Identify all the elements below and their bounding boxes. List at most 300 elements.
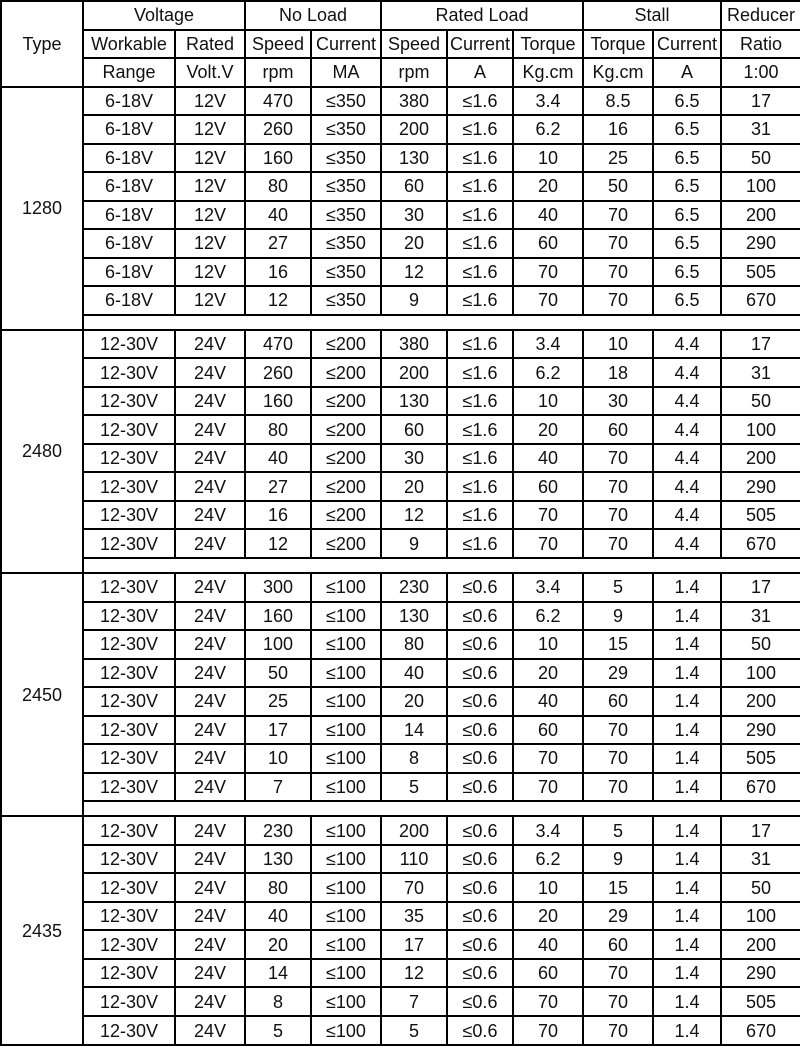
table-cell: 12 (381, 501, 447, 530)
table-cell: ≤1.6 (447, 286, 513, 315)
table-cell: 200 (721, 687, 800, 716)
table-cell: 31 (721, 115, 800, 144)
table-cell: 4.4 (653, 529, 721, 558)
table-cell: 50 (721, 387, 800, 416)
table-row (1, 602, 800, 631)
unit-header: Volt.V (175, 58, 245, 87)
table-cell: 24V (175, 959, 245, 988)
no-load-group-header: No Load (245, 1, 381, 30)
column-header: Speed (245, 30, 311, 59)
table-cell: 100 (721, 659, 800, 688)
table-cell: 12-30V (83, 959, 175, 988)
table-cell: 70 (513, 501, 583, 530)
table-cell: 24V (175, 444, 245, 473)
table-cell: 5 (583, 573, 653, 602)
table-cell: ≤1.6 (447, 358, 513, 387)
table-row (1, 816, 800, 845)
table-cell: ≤0.6 (447, 630, 513, 659)
table-cell: ≤100 (311, 987, 381, 1016)
table-cell: 30 (381, 201, 447, 230)
table-cell: 24V (175, 816, 245, 845)
table-cell: 24V (175, 602, 245, 631)
table-cell: 24V (175, 330, 245, 359)
table-cell: 6-18V (83, 258, 175, 287)
table-cell: ≤1.6 (447, 258, 513, 287)
table-cell: ≤100 (311, 930, 381, 959)
table-cell: 12V (175, 201, 245, 230)
table-cell: 6.5 (653, 115, 721, 144)
table-row (1, 229, 800, 258)
table-cell: 20 (513, 659, 583, 688)
table-cell: 1.4 (653, 687, 721, 716)
table-cell: 60 (513, 716, 583, 745)
table-cell: 70 (513, 286, 583, 315)
table-cell: 24V (175, 415, 245, 444)
table-cell: 100 (245, 630, 311, 659)
table-cell: 6-18V (83, 286, 175, 315)
table-cell: 12-30V (83, 573, 175, 602)
table-cell: 70 (583, 529, 653, 558)
table-cell: 70 (583, 258, 653, 287)
table-header (1, 1, 800, 87)
voltage-group-header: Voltage (83, 1, 245, 30)
table-cell: 12-30V (83, 472, 175, 501)
table-cell: 6-18V (83, 229, 175, 258)
table-cell: 12V (175, 115, 245, 144)
table-cell: ≤1.6 (447, 472, 513, 501)
table-cell: 60 (583, 930, 653, 959)
column-header: Rated (175, 30, 245, 59)
column-header: Workable (83, 30, 175, 59)
table-cell: 60 (513, 472, 583, 501)
table-row (1, 358, 800, 387)
table-cell: 3.4 (513, 816, 583, 845)
table-cell: 40 (513, 687, 583, 716)
table-cell: 24V (175, 930, 245, 959)
table-cell: ≤200 (311, 472, 381, 501)
table-cell: 12-30V (83, 630, 175, 659)
table-cell: 6.2 (513, 602, 583, 631)
table-cell: 18 (583, 358, 653, 387)
table-cell: 60 (513, 229, 583, 258)
table-cell: 20 (245, 930, 311, 959)
table-cell: 80 (245, 415, 311, 444)
table-row (1, 987, 800, 1016)
type-header: Type (1, 1, 83, 87)
table-cell: 6-18V (83, 144, 175, 173)
table-cell: 70 (513, 773, 583, 802)
table-cell: 8.5 (583, 87, 653, 116)
table-cell: 12-30V (83, 902, 175, 931)
table-cell: 70 (381, 873, 447, 902)
table-cell: 24V (175, 573, 245, 602)
table-cell: ≤0.6 (447, 773, 513, 802)
table-cell: 9 (381, 286, 447, 315)
table-cell: 24V (175, 773, 245, 802)
table-cell: 470 (245, 330, 311, 359)
table-cell: 300 (245, 573, 311, 602)
table-cell: 50 (721, 630, 800, 659)
table-cell: 230 (381, 573, 447, 602)
table-cell: 40 (513, 930, 583, 959)
table-row (1, 172, 800, 201)
table-cell: 1.4 (653, 902, 721, 931)
table-cell: 12V (175, 286, 245, 315)
table-row (1, 387, 800, 416)
table-cell: 12V (175, 172, 245, 201)
table-cell: 12 (381, 959, 447, 988)
table-cell: 6.5 (653, 201, 721, 230)
table-cell: 25 (245, 687, 311, 716)
column-header: Speed (381, 30, 447, 59)
unit-header: rpm (245, 58, 311, 87)
type-cell: 1280 (1, 87, 83, 330)
table-cell: 16 (245, 501, 311, 530)
table-row (1, 415, 800, 444)
table-cell: 670 (721, 773, 800, 802)
separator-cell (83, 315, 800, 330)
table-cell: 1.4 (653, 930, 721, 959)
table-cell: 70 (583, 1016, 653, 1045)
table-cell: 4.4 (653, 415, 721, 444)
table-cell: 12-30V (83, 816, 175, 845)
column-header: Torque (583, 30, 653, 59)
table-cell: 6.5 (653, 286, 721, 315)
table-cell: 12-30V (83, 602, 175, 631)
separator-cell (83, 558, 800, 573)
table-cell: 24V (175, 630, 245, 659)
table-cell: 70 (513, 258, 583, 287)
table-cell: ≤100 (311, 602, 381, 631)
table-cell: 12-30V (83, 529, 175, 558)
table-cell: 130 (381, 387, 447, 416)
table-cell: 6.5 (653, 144, 721, 173)
table-cell: 670 (721, 1016, 800, 1045)
table-cell: 70 (583, 773, 653, 802)
table-cell: 17 (245, 716, 311, 745)
table-cell: 6.5 (653, 172, 721, 201)
table-cell: ≤0.6 (447, 744, 513, 773)
reducer-group-header: Reducer (721, 1, 800, 30)
table-cell: 20 (381, 229, 447, 258)
table-cell: ≤1.6 (447, 529, 513, 558)
table-cell: 10 (513, 387, 583, 416)
table-cell: 30 (583, 387, 653, 416)
table-cell: 12-30V (83, 415, 175, 444)
table-cell: ≤0.6 (447, 845, 513, 874)
table-cell: 470 (245, 87, 311, 116)
table-cell: ≤100 (311, 630, 381, 659)
table-cell: 380 (381, 330, 447, 359)
table-cell: 100 (721, 415, 800, 444)
table-cell: 260 (245, 358, 311, 387)
separator-cell (83, 801, 800, 816)
table-cell: 31 (721, 602, 800, 631)
table-cell: 5 (381, 773, 447, 802)
table-cell: 70 (513, 529, 583, 558)
table-row (1, 115, 800, 144)
table-cell: 12-30V (83, 1016, 175, 1045)
table-cell: 29 (583, 902, 653, 931)
table-cell: 1.4 (653, 630, 721, 659)
table-cell: ≤350 (311, 201, 381, 230)
table-cell: 670 (721, 286, 800, 315)
table-cell: 40 (245, 902, 311, 931)
table-cell: ≤1.6 (447, 387, 513, 416)
table-cell: 17 (721, 87, 800, 116)
table-cell: ≤0.6 (447, 902, 513, 931)
table-cell: 24V (175, 687, 245, 716)
table-row (1, 330, 800, 359)
table-cell: 6.5 (653, 258, 721, 287)
table-cell: 12 (245, 286, 311, 315)
table-cell: ≤350 (311, 229, 381, 258)
table-cell: 24V (175, 659, 245, 688)
table-cell: 505 (721, 258, 800, 287)
table-row (1, 87, 800, 116)
table-cell: ≤0.6 (447, 1016, 513, 1045)
table-cell: 4.4 (653, 472, 721, 501)
table-cell: 6-18V (83, 201, 175, 230)
table-cell: ≤100 (311, 659, 381, 688)
table-cell: 200 (381, 358, 447, 387)
column-header: Torque (513, 30, 583, 59)
table-cell: 60 (381, 172, 447, 201)
table-cell: 12V (175, 258, 245, 287)
table-row (1, 687, 800, 716)
group-separator (1, 315, 800, 330)
table-row (1, 773, 800, 802)
table-cell: ≤200 (311, 501, 381, 530)
table-cell: ≤0.6 (447, 659, 513, 688)
table-cell: 6.2 (513, 845, 583, 874)
table-cell: ≤0.6 (447, 930, 513, 959)
table-cell: 6.5 (653, 87, 721, 116)
table-cell: ≤350 (311, 172, 381, 201)
column-header: Current (311, 30, 381, 59)
table-cell: 70 (583, 472, 653, 501)
table-row (1, 573, 800, 602)
table-cell: 200 (381, 816, 447, 845)
table-cell: 20 (513, 172, 583, 201)
table-row (1, 444, 800, 473)
table-cell: ≤0.6 (447, 687, 513, 716)
table-cell: 16 (245, 258, 311, 287)
table-cell: 29 (583, 659, 653, 688)
table-row (1, 873, 800, 902)
table-cell: 24V (175, 358, 245, 387)
table-cell: 40 (381, 659, 447, 688)
table-row (1, 716, 800, 745)
table-cell: ≤1.6 (447, 172, 513, 201)
table-cell: 3.4 (513, 573, 583, 602)
table-cell: ≤200 (311, 415, 381, 444)
table-cell: ≤0.6 (447, 602, 513, 631)
table-cell: 12-30V (83, 716, 175, 745)
table-cell: ≤0.6 (447, 573, 513, 602)
table-cell: 50 (583, 172, 653, 201)
table-cell: 1.4 (653, 744, 721, 773)
type-cell: 2450 (1, 573, 83, 816)
table-cell: 70 (513, 1016, 583, 1045)
table-cell: ≤100 (311, 959, 381, 988)
table-cell: 70 (583, 987, 653, 1016)
table-cell: ≤1.6 (447, 444, 513, 473)
table-cell: ≤1.6 (447, 415, 513, 444)
table-cell: ≤200 (311, 529, 381, 558)
table-cell: 24V (175, 845, 245, 874)
table-cell: 670 (721, 529, 800, 558)
table-cell: 6.2 (513, 358, 583, 387)
table-cell: ≤0.6 (447, 987, 513, 1016)
table-cell: 70 (583, 229, 653, 258)
table-cell: 1.4 (653, 845, 721, 874)
table-cell: 60 (513, 959, 583, 988)
table-cell: 6-18V (83, 172, 175, 201)
table-cell: ≤0.6 (447, 873, 513, 902)
table-cell: 12-30V (83, 873, 175, 902)
table-cell: 14 (245, 959, 311, 988)
table-cell: 12-30V (83, 659, 175, 688)
table-cell: 290 (721, 716, 800, 745)
table-cell: ≤0.6 (447, 816, 513, 845)
table-cell: 9 (583, 602, 653, 631)
table-cell: 70 (583, 201, 653, 230)
table-row (1, 201, 800, 230)
table-row (1, 902, 800, 931)
table-cell: 505 (721, 744, 800, 773)
table-cell: ≤1.6 (447, 229, 513, 258)
table-cell: 1.4 (653, 659, 721, 688)
table-cell: 16 (583, 115, 653, 144)
table-cell: ≤350 (311, 286, 381, 315)
table-row (1, 529, 800, 558)
table-cell: ≤100 (311, 816, 381, 845)
table-cell: ≤200 (311, 358, 381, 387)
table-cell: ≤100 (311, 773, 381, 802)
unit-header: A (653, 58, 721, 87)
table-cell: 24V (175, 716, 245, 745)
table-cell: 9 (583, 845, 653, 874)
table-cell: 80 (245, 172, 311, 201)
table-cell: ≤1.6 (447, 201, 513, 230)
table-row (1, 845, 800, 874)
table-cell: 12-30V (83, 930, 175, 959)
table-cell: 505 (721, 501, 800, 530)
table-cell: 70 (583, 744, 653, 773)
table-cell: 17 (721, 573, 800, 602)
table-cell: 5 (381, 1016, 447, 1045)
table-cell: 1.4 (653, 873, 721, 902)
table-cell: ≤100 (311, 744, 381, 773)
table-cell: 25 (583, 144, 653, 173)
table-cell: 230 (245, 816, 311, 845)
table-cell: 31 (721, 845, 800, 874)
table-cell: 60 (583, 687, 653, 716)
table-cell: 50 (245, 659, 311, 688)
table-cell: 40 (245, 201, 311, 230)
table-cell: 3.4 (513, 87, 583, 116)
table-cell: 1.4 (653, 959, 721, 988)
table-cell: 24V (175, 1016, 245, 1045)
table-cell: 160 (245, 144, 311, 173)
table-cell: 200 (721, 930, 800, 959)
table-cell: 12-30V (83, 687, 175, 716)
table-cell: ≤350 (311, 87, 381, 116)
table-row (1, 659, 800, 688)
table-cell: 100 (721, 902, 800, 931)
table-cell: 8 (245, 987, 311, 1016)
table-cell: 4.4 (653, 358, 721, 387)
table-cell: 160 (245, 602, 311, 631)
table-cell: 30 (381, 444, 447, 473)
table-row (1, 472, 800, 501)
table-cell: 70 (583, 286, 653, 315)
unit-header: Kg.cm (583, 58, 653, 87)
rated-load-group-header: Rated Load (381, 1, 583, 30)
table-cell: 20 (513, 415, 583, 444)
table-row (1, 930, 800, 959)
type-cell: 2435 (1, 816, 83, 1045)
table-cell: 20 (513, 902, 583, 931)
table-cell: 6-18V (83, 87, 175, 116)
table-cell: 130 (381, 602, 447, 631)
table-cell: 60 (381, 415, 447, 444)
table-cell: 70 (583, 959, 653, 988)
table-row (1, 630, 800, 659)
table-cell: 50 (721, 144, 800, 173)
table-cell: 10 (583, 330, 653, 359)
table-cell: 130 (381, 144, 447, 173)
table-cell: 260 (245, 115, 311, 144)
table-cell: ≤1.6 (447, 144, 513, 173)
table-cell: 70 (513, 744, 583, 773)
table-body (1, 87, 800, 1046)
table-cell: 15 (583, 873, 653, 902)
table-cell: 12-30V (83, 444, 175, 473)
table-cell: 160 (245, 387, 311, 416)
table-cell: 1.4 (653, 773, 721, 802)
type-cell: 2480 (1, 330, 83, 573)
unit-header: Kg.cm (513, 58, 583, 87)
table-cell: 10 (245, 744, 311, 773)
table-cell: 31 (721, 358, 800, 387)
table-cell: 12V (175, 87, 245, 116)
table-cell: ≤350 (311, 258, 381, 287)
table-cell: 290 (721, 229, 800, 258)
table-cell: 200 (721, 201, 800, 230)
unit-header: Range (83, 58, 175, 87)
group-separator (1, 558, 800, 573)
table-row (1, 144, 800, 173)
table-cell: 505 (721, 987, 800, 1016)
table-cell: ≤200 (311, 330, 381, 359)
table-cell: 40 (513, 444, 583, 473)
table-cell: 12-30V (83, 387, 175, 416)
table-cell: ≤1.6 (447, 501, 513, 530)
table-cell: 6.5 (653, 229, 721, 258)
table-cell: 130 (245, 845, 311, 874)
table-cell: ≤0.6 (447, 716, 513, 745)
table-cell: 12 (245, 529, 311, 558)
table-cell: 1.4 (653, 987, 721, 1016)
unit-header: A (447, 58, 513, 87)
table-cell: 17 (381, 930, 447, 959)
table-cell: 12-30V (83, 501, 175, 530)
table-cell: 70 (583, 501, 653, 530)
table-cell: 4.4 (653, 387, 721, 416)
table-cell: 6.2 (513, 115, 583, 144)
